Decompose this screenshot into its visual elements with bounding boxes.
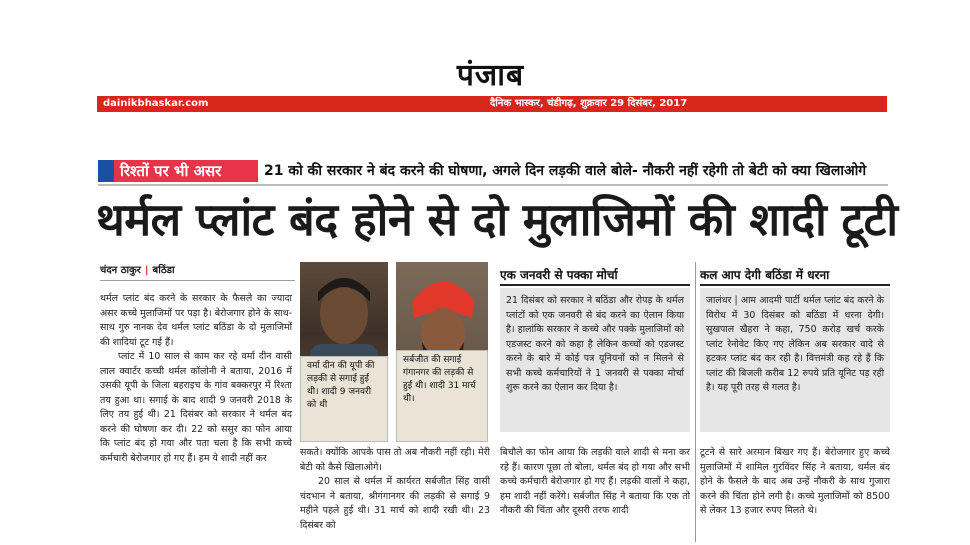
box-title-morcha: एक जनवरी से पक्का मोर्चा [500, 268, 618, 282]
box-title-rule [500, 284, 690, 286]
date-line: दैनिक भास्कर, चंडीगढ़, शुक्रवार 29 दिसंबर, 2017 [490, 98, 688, 109]
box-dharna: जालंधर | आम आदमी पार्टी थर्मल प्लांट बंद करने के विरोध में 30 दिसंबर को बठिंडा में धरना देगी। सुखपाल खैहरा ने कहा, 750 करोड़ खर्च करके प्लांट रेनोवेट किए गए लेकिन अब सरकार वादे से हटकर प्लांट बंद कर रही है। वित्तमंत्री कह रहे हैं कि प्लांट की बिजली करीब 12 रुपये प्रति यूनिट पड़ रही है। यह पूरी तरह से गलत है। [700, 288, 890, 432]
box-title-dharna: कल आप देगी बठिंडा में धरना [700, 268, 830, 282]
paragraph: सकते। क्योंकि आपके पास तो अब नौकरी नहीं रही। मेरी बेटी को कैसे खिलाओगे। [300, 447, 490, 473]
photo-caption-sarbjit: सर्बजीत की सगाई गंगानगर की लड़की से हुई थी। शादी 31 मार्च थी। [396, 350, 488, 442]
column-divider [695, 262, 696, 542]
section-masthead: पंजाब [456, 58, 525, 93]
box-morcha: 21 दिसंबर को सरकार ने बठिंडा और रोपड़ के थर्मल प्लांटों को एक जनवरी से बंद करने का ऐलान किया है। हालांकि सरकार ने कच्चे और पक्के मुलाजिमों को एडजस्ट करने को कहा है लेकिन कच्चों को एडजस्ट करने के बारे में कोई पत्र यूनियनों को न मिलने से सभी कच्चे कर्मचारियों ने 1 जनवरी से पक्का मोर्चा शुरू करने का ऐलान कर दिया है। [500, 288, 690, 432]
kicker-tag-accent [98, 160, 114, 182]
byline-separator: | [144, 265, 149, 276]
kicker-tag-label: रिश्तों पर भी असर [120, 162, 222, 180]
article-column-2 [300, 446, 490, 542]
byline-divider [100, 280, 295, 281]
kicker-text: 21 को की सरकार ने बंद करने की घोषणा, अगले दिन लड़की वाले बोले- नौकरी नहीं रहेगी तो बेटी को क्या खिलाओगे [264, 163, 867, 179]
article-column-3: बिचौले का फोन आया कि लड़की वाले शादी से मना कर रहे हैं। कारण पूछा तो बोला, थर्मल बंद हो गया और सभी कच्चे कर्मचारी बेरोजगार हो गए हैं। लड़की वालों ने कहा, हम शादी नहीं करेंगे। सर्बजीत सिंह ने बताया कि एक तो नौकरी की चिंता और दूसरी तरफ शादी [500, 447, 690, 516]
article-column-1 [100, 292, 292, 542]
site-url: dainikbhaskar.com [103, 98, 209, 109]
kicker-tag [98, 160, 258, 182]
headline: थर्मल प्लांट बंद होने से दो मुलाजिमों की शादी टूटी [96, 193, 898, 246]
paragraph: थर्मल प्लांट बंद करने के सरकार के फैसले का ज्यादा असर कच्चे मुलाजिमों पर पड़ा है। बेरोजगार होने के साथ-साथ गुरु नानक देव थर्मल प्लांट बठिंडा के दो मुलाजिमों की शादियां टूट गई हैं। [100, 293, 292, 348]
photo-caption-verma: वर्मा दीन की यूपी की लड़की से सगाई हुई थी। शादी 9 जनवरी को थी [300, 356, 388, 442]
byline-place: बठिंडा [152, 265, 175, 276]
paragraph: प्लांट में 10 साल से काम कर रहे वर्मा दीन वासी लाल क्वार्टर कच्ची थर्मल कॉलोनी ने बताया, 2016 में उसकी यूपी के जिला बहराइच के गांव बक्करपुर में रिश्ता तय हुआ था। सगाई के बाद शादी 9 जनवरी 2018 के लिए तय हुई थी। 21 दिसंबर को सरकार ने थर्मल बंद करने की घोषणा कर दी। 22 को ससुर का फोन आया कि प्लांट बंद हो गया और पता चला है कि सभी कच्चे कर्मचारी बेरोजगार हो गए हैं। हम ये शादी नहीं कर [100, 351, 292, 464]
byline-author: चंदन ठाकुर [100, 265, 141, 276]
kicker-divider [98, 184, 888, 186]
byline [100, 262, 295, 276]
article-column-4: टूटने से सारे अरमान बिखर गए हैं। बेरोजगार हुए कच्चे मुलाजिमों में शामिल गुरविंदर सिंह ने बताया, थर्मल बंद होने के फैसले के बाद अब उन्हें नौकरी के साथ गुजारा करने की चिंता होने लगी है। कच्चे मुलाजिमों को 8500 से लेकर 13 हजार रुपए मिलते थे। [700, 447, 890, 516]
paragraph: 20 साल से थर्मल में कार्यरत सर्बजीत सिंह वासी चंदभान ने बताया, श्रीगंगानगर की लड़की से सगाई 9 महीने पहले हुई थी। 31 मार्च को शादी रखी थी। 23 दिसंबर को [300, 476, 490, 531]
header-bar [97, 96, 887, 112]
box-title-rule [700, 284, 890, 286]
